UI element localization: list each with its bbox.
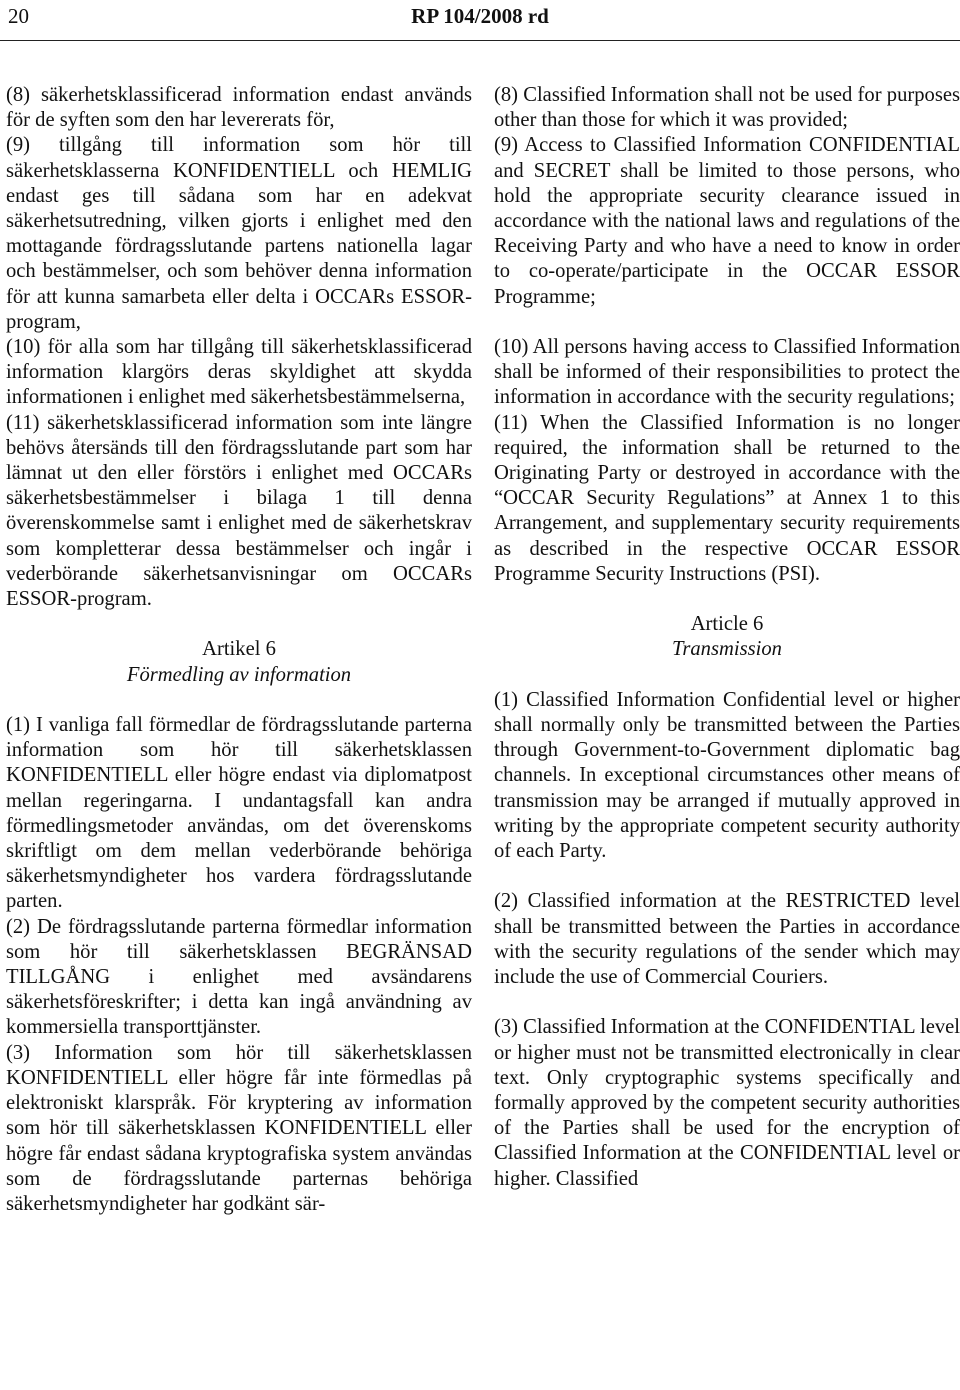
english-column xyxy=(494,83,960,1192)
article-en-2: (2) Classified information at the RESTRICTED level shall be transmitted between the Parties in accordance with the security regulations of the sender which may include the use of Commercial Couriers. xyxy=(494,890,960,989)
paragraph-sv-9: (9) tillgång till information som hör till säkerhetsklasserna KONFIDENTIELL och HEMLIG endast ges till sådana som har en adekvat säkerhetsutredning, vilken gjorts i enlighet med den mottagande fördragsslutande partens nationella lagar och bestämmelser, och som behöver denna information för att kunna samarbeta eller delta i OCCARs ESSOR-program, xyxy=(6,134,472,333)
paragraph-en-10: (10) All persons having access to Classified Information shall be informed of their responsibilities to protect the information in accordance with the security regulations; xyxy=(494,336,960,409)
paragraph-en-9: (9) Access to Classified Information CONFIDENTIAL and SECRET shall be limited to those persons, who hold the appropriate security clearance issued in accordance with the national laws and regulations of the Receiving Party and who have a need to know in order to co-operate/participate in the OCCAR ESSOR Programme; xyxy=(494,134,960,308)
article-number-en: Article 6 xyxy=(690,613,764,636)
article-title-en: Transmission xyxy=(672,638,782,661)
paragraph-en-11: (11) When the Classified Information is no longer required, the information shall be returned to the Originating Party or destroyed in accordance with the “OCCAR Security Regulations” at Annex 1 to this Arrangement, and supplementary security requirements as described in the respective OCCAR ESSOR Programme Security Instructions (PSI). xyxy=(494,411,960,585)
article-sv-2: (2) De fördragsslutande parterna förmedlar information som hör till säkerhetsklassen BEGRÄNSAD TILLGÅNG i enlighet med avsändarens säkerhetsföreskrifter; i detta kan ingå användning av kommersiella transporttjänster. xyxy=(6,915,472,1039)
article-heading-sv xyxy=(6,637,472,687)
swedish-column xyxy=(6,83,472,1217)
article-sv-3: (3) Information som hör till säkerhetsklassen KONFIDENTIELL eller högre får inte förmedlas på elektroniskt klarspråk. För kryptering av information som hör till säkerhetsklassen KONFIDENTIELL eller högre får endast sådana kryptografiska system användas som de fördragsslutande parternas behöriga säkerhetsmyndigheter har godkänt sär- xyxy=(6,1041,472,1215)
header-rule xyxy=(0,40,960,41)
paragraph-sv-11: (11) säkerhetsklassificerad information som inte längre behövs återsänds till den fördragsslutande part som har lämnat ut den eller förstörs i enlighet med OCCARs säkerhetsbestämmelser i bilaga 1 till denna överenskommelse samt i enlighet med de säkerhetskrav som kompletterar dessa bestämmelser och ingår i vederbörande säkerhetsanvisningar om OCCARs ESSOR-program. xyxy=(6,411,472,611)
paragraph-en-8: (8) Classified Information shall not be used for purposes other than those for which it was provided; xyxy=(494,84,960,132)
paragraph-sv-10: (10) för alla som har tillgång till säkerhetsklassificerad information klargörs deras skyldighet att skydda informationen i enlighet med säkerhetsbestämmelserna, xyxy=(6,336,472,409)
paragraph-sv-8: (8) säkerhetsklassificerad information endast används för de syften som den har levererats för, xyxy=(6,84,472,132)
page-number: 20 xyxy=(8,4,29,28)
article-number-sv: Artikel 6 xyxy=(202,638,276,661)
document-id: RP 104/2008 rd xyxy=(411,4,549,28)
article-sv-1: (1) I vanliga fall förmedlar de fördragsslutande parterna information som hör till säkerhetsklassen KONFIDENTIELL eller högre endast via diplomatpost mellan regeringarna. I undantagsfall kan andra förmedlingsmetoder användas, om det överenskoms skriftligt om dem mellan vederbörande behöriga säkerhetsmyndigheter hos vardera fördragsslutande parten. xyxy=(6,714,472,913)
article-heading-en xyxy=(494,612,960,662)
article-en-1: (1) Classified Information Confidential level or higher shall normally only be transmitted between the Parties through Government-to-Government diplomatic bag channels. In exceptional circumstances other means of transmission may be arranged if mutually approved in writing by the appropriate competent security authority of each Party. xyxy=(494,688,960,863)
article-title-sv: Förmedling av information xyxy=(126,663,352,686)
article-en-3: (3) Classified Information at the CONFIDENTIAL level or higher must not be transmitted electronically in clear text. Only cryptographic systems specifically and formally approved by the competent security authorities of the Parties shall be used for the encryption of Classified Information at the CONFIDENTIAL level or higher. Classified xyxy=(494,1016,960,1190)
